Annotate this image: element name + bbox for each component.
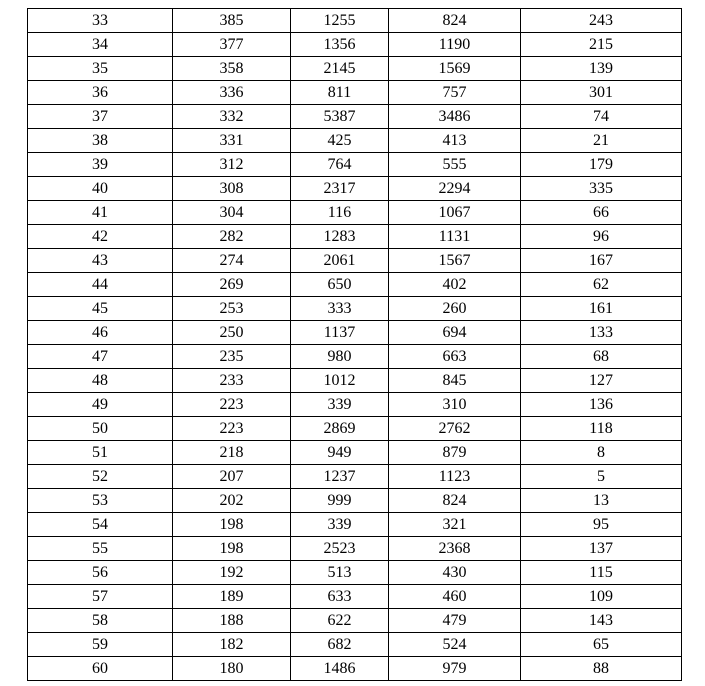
table-cell: 2368 bbox=[389, 537, 521, 561]
table-cell: 8 bbox=[521, 441, 682, 465]
table-cell: 218 bbox=[173, 441, 291, 465]
table-cell: 133 bbox=[521, 321, 682, 345]
table-cell: 115 bbox=[521, 561, 682, 585]
table-cell: 358 bbox=[173, 57, 291, 81]
table-cell: 60 bbox=[28, 657, 173, 681]
table-cell: 304 bbox=[173, 201, 291, 225]
table-cell: 192 bbox=[173, 561, 291, 585]
table-cell: 1190 bbox=[389, 33, 521, 57]
table-cell: 425 bbox=[291, 129, 389, 153]
table-cell: 88 bbox=[521, 657, 682, 681]
table-cell: 58 bbox=[28, 609, 173, 633]
table-cell: 811 bbox=[291, 81, 389, 105]
table-cell: 53 bbox=[28, 489, 173, 513]
table-cell: 3486 bbox=[389, 105, 521, 129]
table-cell: 1137 bbox=[291, 321, 389, 345]
table-cell: 202 bbox=[173, 489, 291, 513]
table-cell: 42 bbox=[28, 225, 173, 249]
table-cell: 2145 bbox=[291, 57, 389, 81]
table-row bbox=[28, 9, 682, 33]
table-cell: 116 bbox=[291, 201, 389, 225]
table-cell: 188 bbox=[173, 609, 291, 633]
table-row bbox=[28, 249, 682, 273]
table-row bbox=[28, 297, 682, 321]
table-cell: 282 bbox=[173, 225, 291, 249]
data-table bbox=[27, 8, 682, 681]
table-cell: 980 bbox=[291, 345, 389, 369]
table-row bbox=[28, 57, 682, 81]
table-cell: 949 bbox=[291, 441, 389, 465]
table-cell: 139 bbox=[521, 57, 682, 81]
table-cell: 845 bbox=[389, 369, 521, 393]
table-cell: 253 bbox=[173, 297, 291, 321]
table-cell: 95 bbox=[521, 513, 682, 537]
table-cell: 65 bbox=[521, 633, 682, 657]
table-cell: 118 bbox=[521, 417, 682, 441]
table-cell: 52 bbox=[28, 465, 173, 489]
table-row bbox=[28, 225, 682, 249]
table-cell: 694 bbox=[389, 321, 521, 345]
table-cell: 51 bbox=[28, 441, 173, 465]
table-cell: 167 bbox=[521, 249, 682, 273]
table-cell: 57 bbox=[28, 585, 173, 609]
table-cell: 56 bbox=[28, 561, 173, 585]
table-row bbox=[28, 33, 682, 57]
table-cell: 385 bbox=[173, 9, 291, 33]
table-row bbox=[28, 585, 682, 609]
table-cell: 96 bbox=[521, 225, 682, 249]
table-cell: 40 bbox=[28, 177, 173, 201]
table-cell: 979 bbox=[389, 657, 521, 681]
table-cell: 243 bbox=[521, 9, 682, 33]
table-cell: 207 bbox=[173, 465, 291, 489]
table-cell: 127 bbox=[521, 369, 682, 393]
table-row bbox=[28, 393, 682, 417]
table-cell: 1283 bbox=[291, 225, 389, 249]
table-cell: 1567 bbox=[389, 249, 521, 273]
table-cell: 310 bbox=[389, 393, 521, 417]
table-row bbox=[28, 345, 682, 369]
table-cell: 524 bbox=[389, 633, 521, 657]
table-cell: 59 bbox=[28, 633, 173, 657]
table-cell: 223 bbox=[173, 417, 291, 441]
table-cell: 109 bbox=[521, 585, 682, 609]
table-cell: 336 bbox=[173, 81, 291, 105]
table-cell: 331 bbox=[173, 129, 291, 153]
table-cell: 1486 bbox=[291, 657, 389, 681]
table-cell: 1569 bbox=[389, 57, 521, 81]
table-cell: 2762 bbox=[389, 417, 521, 441]
table-cell: 54 bbox=[28, 513, 173, 537]
table-cell: 999 bbox=[291, 489, 389, 513]
table-cell: 333 bbox=[291, 297, 389, 321]
table-cell: 137 bbox=[521, 537, 682, 561]
table-cell: 413 bbox=[389, 129, 521, 153]
table-cell: 198 bbox=[173, 537, 291, 561]
table-cell: 2317 bbox=[291, 177, 389, 201]
table-cell: 2294 bbox=[389, 177, 521, 201]
table-cell: 2523 bbox=[291, 537, 389, 561]
table-cell: 189 bbox=[173, 585, 291, 609]
table-cell: 339 bbox=[291, 513, 389, 537]
table-cell: 633 bbox=[291, 585, 389, 609]
table-cell: 36 bbox=[28, 81, 173, 105]
table-cell: 38 bbox=[28, 129, 173, 153]
table-cell: 5 bbox=[521, 465, 682, 489]
table-row bbox=[28, 513, 682, 537]
table-cell: 136 bbox=[521, 393, 682, 417]
table-cell: 2869 bbox=[291, 417, 389, 441]
table-cell: 250 bbox=[173, 321, 291, 345]
table-cell: 180 bbox=[173, 657, 291, 681]
table-cell: 321 bbox=[389, 513, 521, 537]
table-cell: 301 bbox=[521, 81, 682, 105]
table-cell: 663 bbox=[389, 345, 521, 369]
table-cell: 339 bbox=[291, 393, 389, 417]
table-cell: 50 bbox=[28, 417, 173, 441]
table-row bbox=[28, 177, 682, 201]
table-row bbox=[28, 201, 682, 225]
table-cell: 179 bbox=[521, 153, 682, 177]
table-cell: 1356 bbox=[291, 33, 389, 57]
table-row bbox=[28, 657, 682, 681]
table-cell: 460 bbox=[389, 585, 521, 609]
table-cell: 1255 bbox=[291, 9, 389, 33]
table-cell: 45 bbox=[28, 297, 173, 321]
table-cell: 43 bbox=[28, 249, 173, 273]
table-cell: 48 bbox=[28, 369, 173, 393]
table-cell: 402 bbox=[389, 273, 521, 297]
table-cell: 1131 bbox=[389, 225, 521, 249]
table-cell: 555 bbox=[389, 153, 521, 177]
table-cell: 44 bbox=[28, 273, 173, 297]
table-row bbox=[28, 441, 682, 465]
table-row bbox=[28, 561, 682, 585]
table-cell: 37 bbox=[28, 105, 173, 129]
table-cell: 223 bbox=[173, 393, 291, 417]
table-row bbox=[28, 369, 682, 393]
table-cell: 479 bbox=[389, 609, 521, 633]
table-cell: 68 bbox=[521, 345, 682, 369]
table-row bbox=[28, 609, 682, 633]
table-cell: 260 bbox=[389, 297, 521, 321]
table-cell: 21 bbox=[521, 129, 682, 153]
table-cell: 233 bbox=[173, 369, 291, 393]
table-cell: 35 bbox=[28, 57, 173, 81]
table-row bbox=[28, 633, 682, 657]
table-row bbox=[28, 273, 682, 297]
table-cell: 5387 bbox=[291, 105, 389, 129]
table-row bbox=[28, 489, 682, 513]
table-cell: 74 bbox=[521, 105, 682, 129]
table-cell: 161 bbox=[521, 297, 682, 321]
table-cell: 1012 bbox=[291, 369, 389, 393]
table-cell: 335 bbox=[521, 177, 682, 201]
table-row bbox=[28, 465, 682, 489]
table-cell: 332 bbox=[173, 105, 291, 129]
table-cell: 312 bbox=[173, 153, 291, 177]
table-cell: 682 bbox=[291, 633, 389, 657]
table-cell: 215 bbox=[521, 33, 682, 57]
table-cell: 269 bbox=[173, 273, 291, 297]
table-row bbox=[28, 417, 682, 441]
table-cell: 377 bbox=[173, 33, 291, 57]
table-cell: 1237 bbox=[291, 465, 389, 489]
table-cell: 182 bbox=[173, 633, 291, 657]
table-body bbox=[28, 9, 682, 681]
table-cell: 430 bbox=[389, 561, 521, 585]
table-cell: 308 bbox=[173, 177, 291, 201]
table-cell: 2061 bbox=[291, 249, 389, 273]
table-cell: 622 bbox=[291, 609, 389, 633]
table-cell: 39 bbox=[28, 153, 173, 177]
table-cell: 513 bbox=[291, 561, 389, 585]
table-cell: 46 bbox=[28, 321, 173, 345]
table-cell: 13 bbox=[521, 489, 682, 513]
table-cell: 33 bbox=[28, 9, 173, 33]
table-cell: 764 bbox=[291, 153, 389, 177]
table-cell: 55 bbox=[28, 537, 173, 561]
table-cell: 34 bbox=[28, 33, 173, 57]
table-row bbox=[28, 537, 682, 561]
table-row bbox=[28, 105, 682, 129]
table-cell: 824 bbox=[389, 9, 521, 33]
table-cell: 1123 bbox=[389, 465, 521, 489]
table-row bbox=[28, 81, 682, 105]
table-row bbox=[28, 321, 682, 345]
table-row bbox=[28, 153, 682, 177]
table-cell: 879 bbox=[389, 441, 521, 465]
table-cell: 274 bbox=[173, 249, 291, 273]
table-cell: 198 bbox=[173, 513, 291, 537]
table-cell: 49 bbox=[28, 393, 173, 417]
table-cell: 650 bbox=[291, 273, 389, 297]
table-cell: 47 bbox=[28, 345, 173, 369]
table-cell: 66 bbox=[521, 201, 682, 225]
table-row bbox=[28, 129, 682, 153]
table-cell: 41 bbox=[28, 201, 173, 225]
table-cell: 1067 bbox=[389, 201, 521, 225]
table-cell: 143 bbox=[521, 609, 682, 633]
table-cell: 757 bbox=[389, 81, 521, 105]
table-cell: 62 bbox=[521, 273, 682, 297]
table-cell: 824 bbox=[389, 489, 521, 513]
table-cell: 235 bbox=[173, 345, 291, 369]
